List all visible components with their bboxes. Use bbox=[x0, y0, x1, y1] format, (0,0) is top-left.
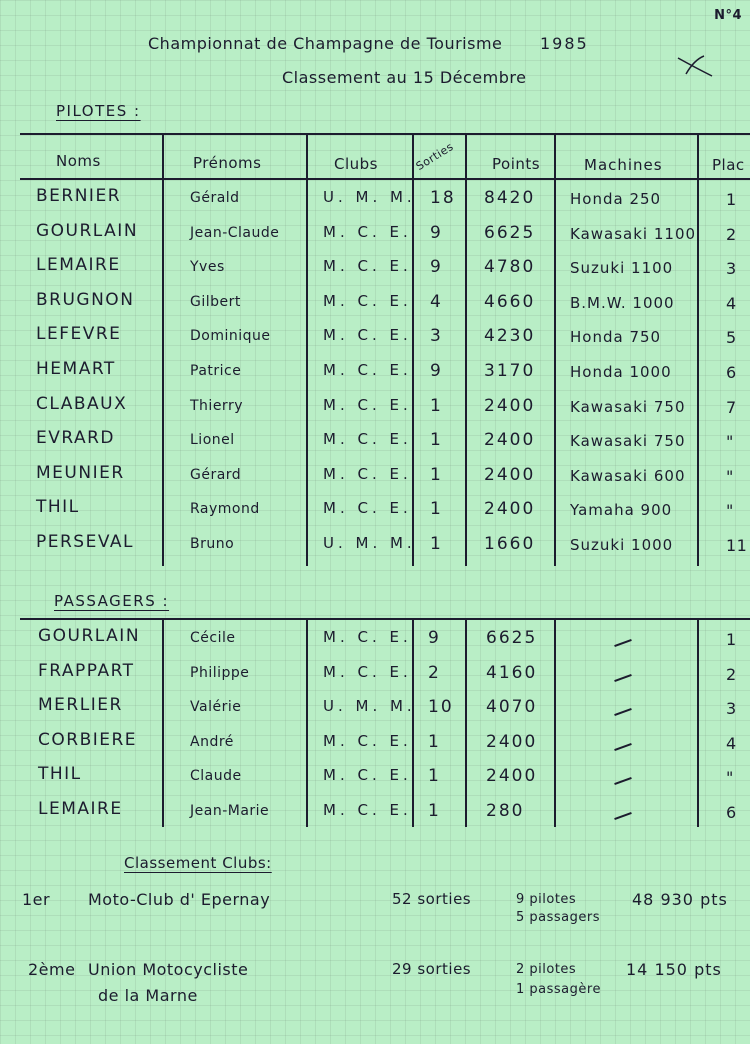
pilot-machine: Kawasaki 750 bbox=[570, 397, 686, 416]
passenger-points: 6625 bbox=[486, 628, 538, 648]
pilot-sorties: 9 bbox=[430, 257, 443, 278]
cross-mark-icon bbox=[676, 54, 716, 80]
pilot-prenom: Bruno bbox=[190, 536, 235, 552]
column-divider bbox=[306, 134, 308, 566]
pilot-place: 7 bbox=[726, 397, 737, 417]
passenger-nom: MERLIER bbox=[38, 695, 123, 716]
passenger-club: M. C. E. bbox=[323, 801, 412, 819]
pilot-prenom: Raymond bbox=[190, 501, 260, 518]
pilot-club: M. C. E. bbox=[323, 395, 412, 414]
pilot-machine: Honda 250 bbox=[570, 190, 662, 208]
pilot-club: M. C. E. bbox=[323, 257, 412, 276]
passenger-prenom: André bbox=[190, 733, 234, 750]
club-points: 48 930 pts bbox=[632, 890, 728, 909]
pilot-place: 1 bbox=[726, 190, 737, 209]
pilot-place: " bbox=[726, 466, 734, 486]
column-divider bbox=[306, 619, 308, 827]
pilot-prenom: Dominique bbox=[190, 328, 271, 345]
pilot-nom: BRUGNON bbox=[36, 289, 135, 310]
pilot-sorties: 3 bbox=[430, 326, 443, 347]
document-number: N°4 bbox=[714, 8, 742, 23]
passengers-heading: PASSAGERS : bbox=[54, 592, 170, 610]
pilot-place: " bbox=[726, 501, 734, 521]
pilot-sorties: 1 bbox=[430, 499, 443, 520]
pilot-club: M. C. E. bbox=[323, 499, 412, 518]
club-name-line2: de la Marne bbox=[98, 986, 198, 1005]
pilot-club: M. C. E. bbox=[323, 326, 412, 345]
pilot-nom: THIL bbox=[36, 497, 80, 518]
passenger-sorties: 1 bbox=[428, 731, 441, 752]
pilot-nom: EVRARD bbox=[36, 428, 116, 449]
club-rank: 1er bbox=[22, 890, 51, 909]
pilot-nom: PERSEVAL bbox=[36, 532, 134, 552]
passenger-nom: LEMAIRE bbox=[38, 799, 123, 819]
pilot-prenom: Gérard bbox=[190, 466, 242, 483]
passenger-nom: THIL bbox=[38, 764, 82, 785]
column-header-place: Plac bbox=[712, 156, 745, 174]
passenger-place: 4 bbox=[726, 733, 737, 753]
passenger-club: U. M. M. bbox=[323, 697, 416, 716]
pilot-nom: LEMAIRE bbox=[36, 255, 121, 276]
passenger-points: 2400 bbox=[486, 766, 538, 787]
club-sorties: 52 sorties bbox=[392, 890, 472, 908]
table-header-rule bbox=[20, 178, 750, 180]
club-detail-passengers: 5 passagers bbox=[516, 910, 601, 925]
pilot-machine: Kawasaki 600 bbox=[570, 466, 686, 485]
clubs-heading: Classement Clubs: bbox=[124, 854, 272, 872]
passenger-prenom: Cécile bbox=[190, 630, 236, 646]
document-subtitle: Classement au 15 Décembre bbox=[282, 68, 527, 87]
passenger-club: M. C. E. bbox=[323, 662, 412, 681]
passenger-nom: GOURLAIN bbox=[38, 626, 141, 646]
pilot-club: U. M. M. bbox=[323, 188, 416, 206]
dash-mark bbox=[614, 708, 632, 716]
pilot-place: 3 bbox=[726, 259, 737, 279]
passenger-place: 6 bbox=[726, 803, 737, 822]
document-year: 1985 bbox=[540, 34, 589, 53]
pilot-points: 6625 bbox=[484, 222, 536, 243]
pilot-place: 11 bbox=[726, 536, 748, 555]
passenger-prenom: Philippe bbox=[190, 664, 250, 681]
column-header-prenoms: Prénoms bbox=[193, 154, 262, 172]
pilot-place: 5 bbox=[726, 328, 737, 348]
passenger-place: 1 bbox=[726, 630, 737, 649]
passenger-prenom: Claude bbox=[190, 768, 242, 785]
club-name: Union Motocycliste bbox=[88, 960, 249, 979]
pilot-club: U. M. M. bbox=[323, 534, 416, 552]
pilot-nom: CLABAUX bbox=[36, 393, 128, 414]
passenger-sorties: 2 bbox=[428, 662, 441, 683]
pilot-prenom: Yves bbox=[190, 259, 225, 276]
club-detail-passengers: 1 passagère bbox=[516, 982, 601, 997]
pilot-machine: Kawasaki 750 bbox=[570, 432, 686, 451]
pilot-prenom: Gilbert bbox=[190, 293, 241, 310]
pilot-prenom: Jean-Claude bbox=[190, 224, 280, 241]
pilot-machine: Yamaha 900 bbox=[570, 501, 673, 520]
passenger-nom: FRAPPART bbox=[38, 660, 135, 681]
pilot-sorties: 1 bbox=[430, 430, 443, 451]
pilot-prenom: Lionel bbox=[190, 432, 235, 449]
passenger-sorties: 9 bbox=[428, 628, 441, 648]
pilot-nom: GOURLAIN bbox=[36, 220, 139, 241]
pilot-place: " bbox=[726, 432, 734, 452]
pilot-points: 2400 bbox=[484, 464, 536, 485]
pilot-machine: B.M.W. 1000 bbox=[570, 293, 675, 312]
pilot-machine: Honda 1000 bbox=[570, 363, 672, 381]
pilot-sorties: 18 bbox=[430, 188, 456, 208]
passenger-points: 4070 bbox=[486, 697, 538, 718]
column-header-machines: Machines bbox=[584, 156, 663, 174]
passenger-place: 2 bbox=[726, 664, 737, 684]
pilot-nom: HEMART bbox=[36, 359, 116, 379]
passenger-prenom: Jean-Marie bbox=[190, 803, 270, 819]
club-sorties: 29 sorties bbox=[392, 960, 472, 978]
passenger-place: 3 bbox=[726, 699, 737, 719]
pilot-machine: Suzuki 1100 bbox=[570, 259, 674, 278]
club-points: 14 150 pts bbox=[626, 960, 722, 979]
passenger-nom: CORBIERE bbox=[38, 729, 138, 750]
passenger-sorties: 10 bbox=[428, 697, 454, 718]
pilot-points: 1660 bbox=[484, 534, 536, 554]
pilot-sorties: 4 bbox=[430, 291, 443, 312]
pilot-points: 2400 bbox=[484, 395, 536, 416]
pilot-points: 4780 bbox=[484, 257, 536, 278]
passenger-points: 280 bbox=[486, 801, 525, 821]
passenger-club: M. C. E. bbox=[323, 766, 412, 785]
pilot-machine: Kawasaki 1100 bbox=[570, 224, 697, 243]
dash-mark bbox=[614, 639, 632, 647]
column-header-sorties: Sorties bbox=[413, 139, 456, 174]
dash-mark bbox=[614, 674, 632, 682]
pilot-machine: Suzuki 1000 bbox=[570, 536, 674, 554]
pilot-club: M. C. E. bbox=[323, 361, 412, 379]
pilot-club: M. C. E. bbox=[323, 464, 412, 483]
passenger-prenom: Valérie bbox=[190, 699, 242, 716]
pilots-heading: PILOTES : bbox=[56, 102, 141, 120]
pilot-prenom: Thierry bbox=[190, 397, 243, 414]
dash-mark bbox=[614, 777, 632, 785]
passenger-sorties: 1 bbox=[428, 801, 441, 821]
club-detail-pilots: 2 pilotes bbox=[516, 962, 577, 977]
passengers-table-top-rule bbox=[20, 618, 750, 620]
column-divider bbox=[162, 619, 164, 827]
pilot-sorties: 1 bbox=[430, 534, 443, 554]
pilot-prenom: Gérald bbox=[190, 190, 240, 206]
column-header-points: Points bbox=[492, 155, 541, 173]
column-divider bbox=[697, 134, 699, 566]
column-divider bbox=[554, 619, 556, 827]
column-header-noms: Noms bbox=[56, 152, 101, 170]
column-divider bbox=[412, 619, 414, 827]
pilot-club: M. C. E. bbox=[323, 430, 412, 449]
passenger-club: M. C. E. bbox=[323, 731, 412, 750]
table-top-rule bbox=[20, 133, 750, 135]
pilot-prenom: Patrice bbox=[190, 363, 242, 379]
passenger-points: 4160 bbox=[486, 662, 538, 683]
column-header-clubs: Clubs bbox=[334, 155, 378, 173]
pilot-sorties: 9 bbox=[430, 361, 443, 381]
club-rank: 2ème bbox=[28, 960, 76, 979]
passenger-sorties: 1 bbox=[428, 766, 441, 787]
pilot-place: 6 bbox=[726, 363, 737, 382]
club-name: Moto-Club d' Epernay bbox=[88, 890, 271, 909]
column-divider bbox=[697, 619, 699, 827]
dash-mark bbox=[614, 812, 632, 820]
pilot-club: M. C. E. bbox=[323, 291, 412, 310]
pilot-nom: MEUNIER bbox=[36, 462, 125, 483]
column-divider bbox=[465, 619, 467, 827]
column-divider bbox=[465, 134, 467, 566]
passenger-place: " bbox=[726, 768, 734, 788]
pilot-points: 8420 bbox=[484, 188, 536, 208]
passenger-club: M. C. E. bbox=[323, 628, 412, 646]
column-divider bbox=[162, 134, 164, 566]
pilot-points: 3170 bbox=[484, 361, 536, 381]
pilot-sorties: 9 bbox=[430, 222, 443, 243]
column-divider bbox=[554, 134, 556, 566]
pilot-nom: BERNIER bbox=[36, 186, 121, 206]
pilot-place: 2 bbox=[726, 224, 737, 244]
pilot-sorties: 1 bbox=[430, 395, 443, 416]
club-detail-pilots: 9 pilotes bbox=[516, 892, 577, 907]
pilot-place: 4 bbox=[726, 293, 737, 313]
pilot-club: M. C. E. bbox=[323, 222, 412, 241]
pilot-points: 2400 bbox=[484, 499, 536, 520]
document-title: Championnat de Champagne de Tourisme bbox=[148, 34, 503, 53]
pilot-nom: LEFEVRE bbox=[36, 324, 122, 345]
dash-mark bbox=[614, 743, 632, 751]
pilot-points: 2400 bbox=[484, 430, 536, 451]
pilot-points: 4230 bbox=[484, 326, 536, 347]
passenger-points: 2400 bbox=[486, 731, 538, 752]
pilot-points: 4660 bbox=[484, 291, 536, 312]
pilot-sorties: 1 bbox=[430, 464, 443, 485]
pilot-machine: Honda 750 bbox=[570, 328, 662, 347]
